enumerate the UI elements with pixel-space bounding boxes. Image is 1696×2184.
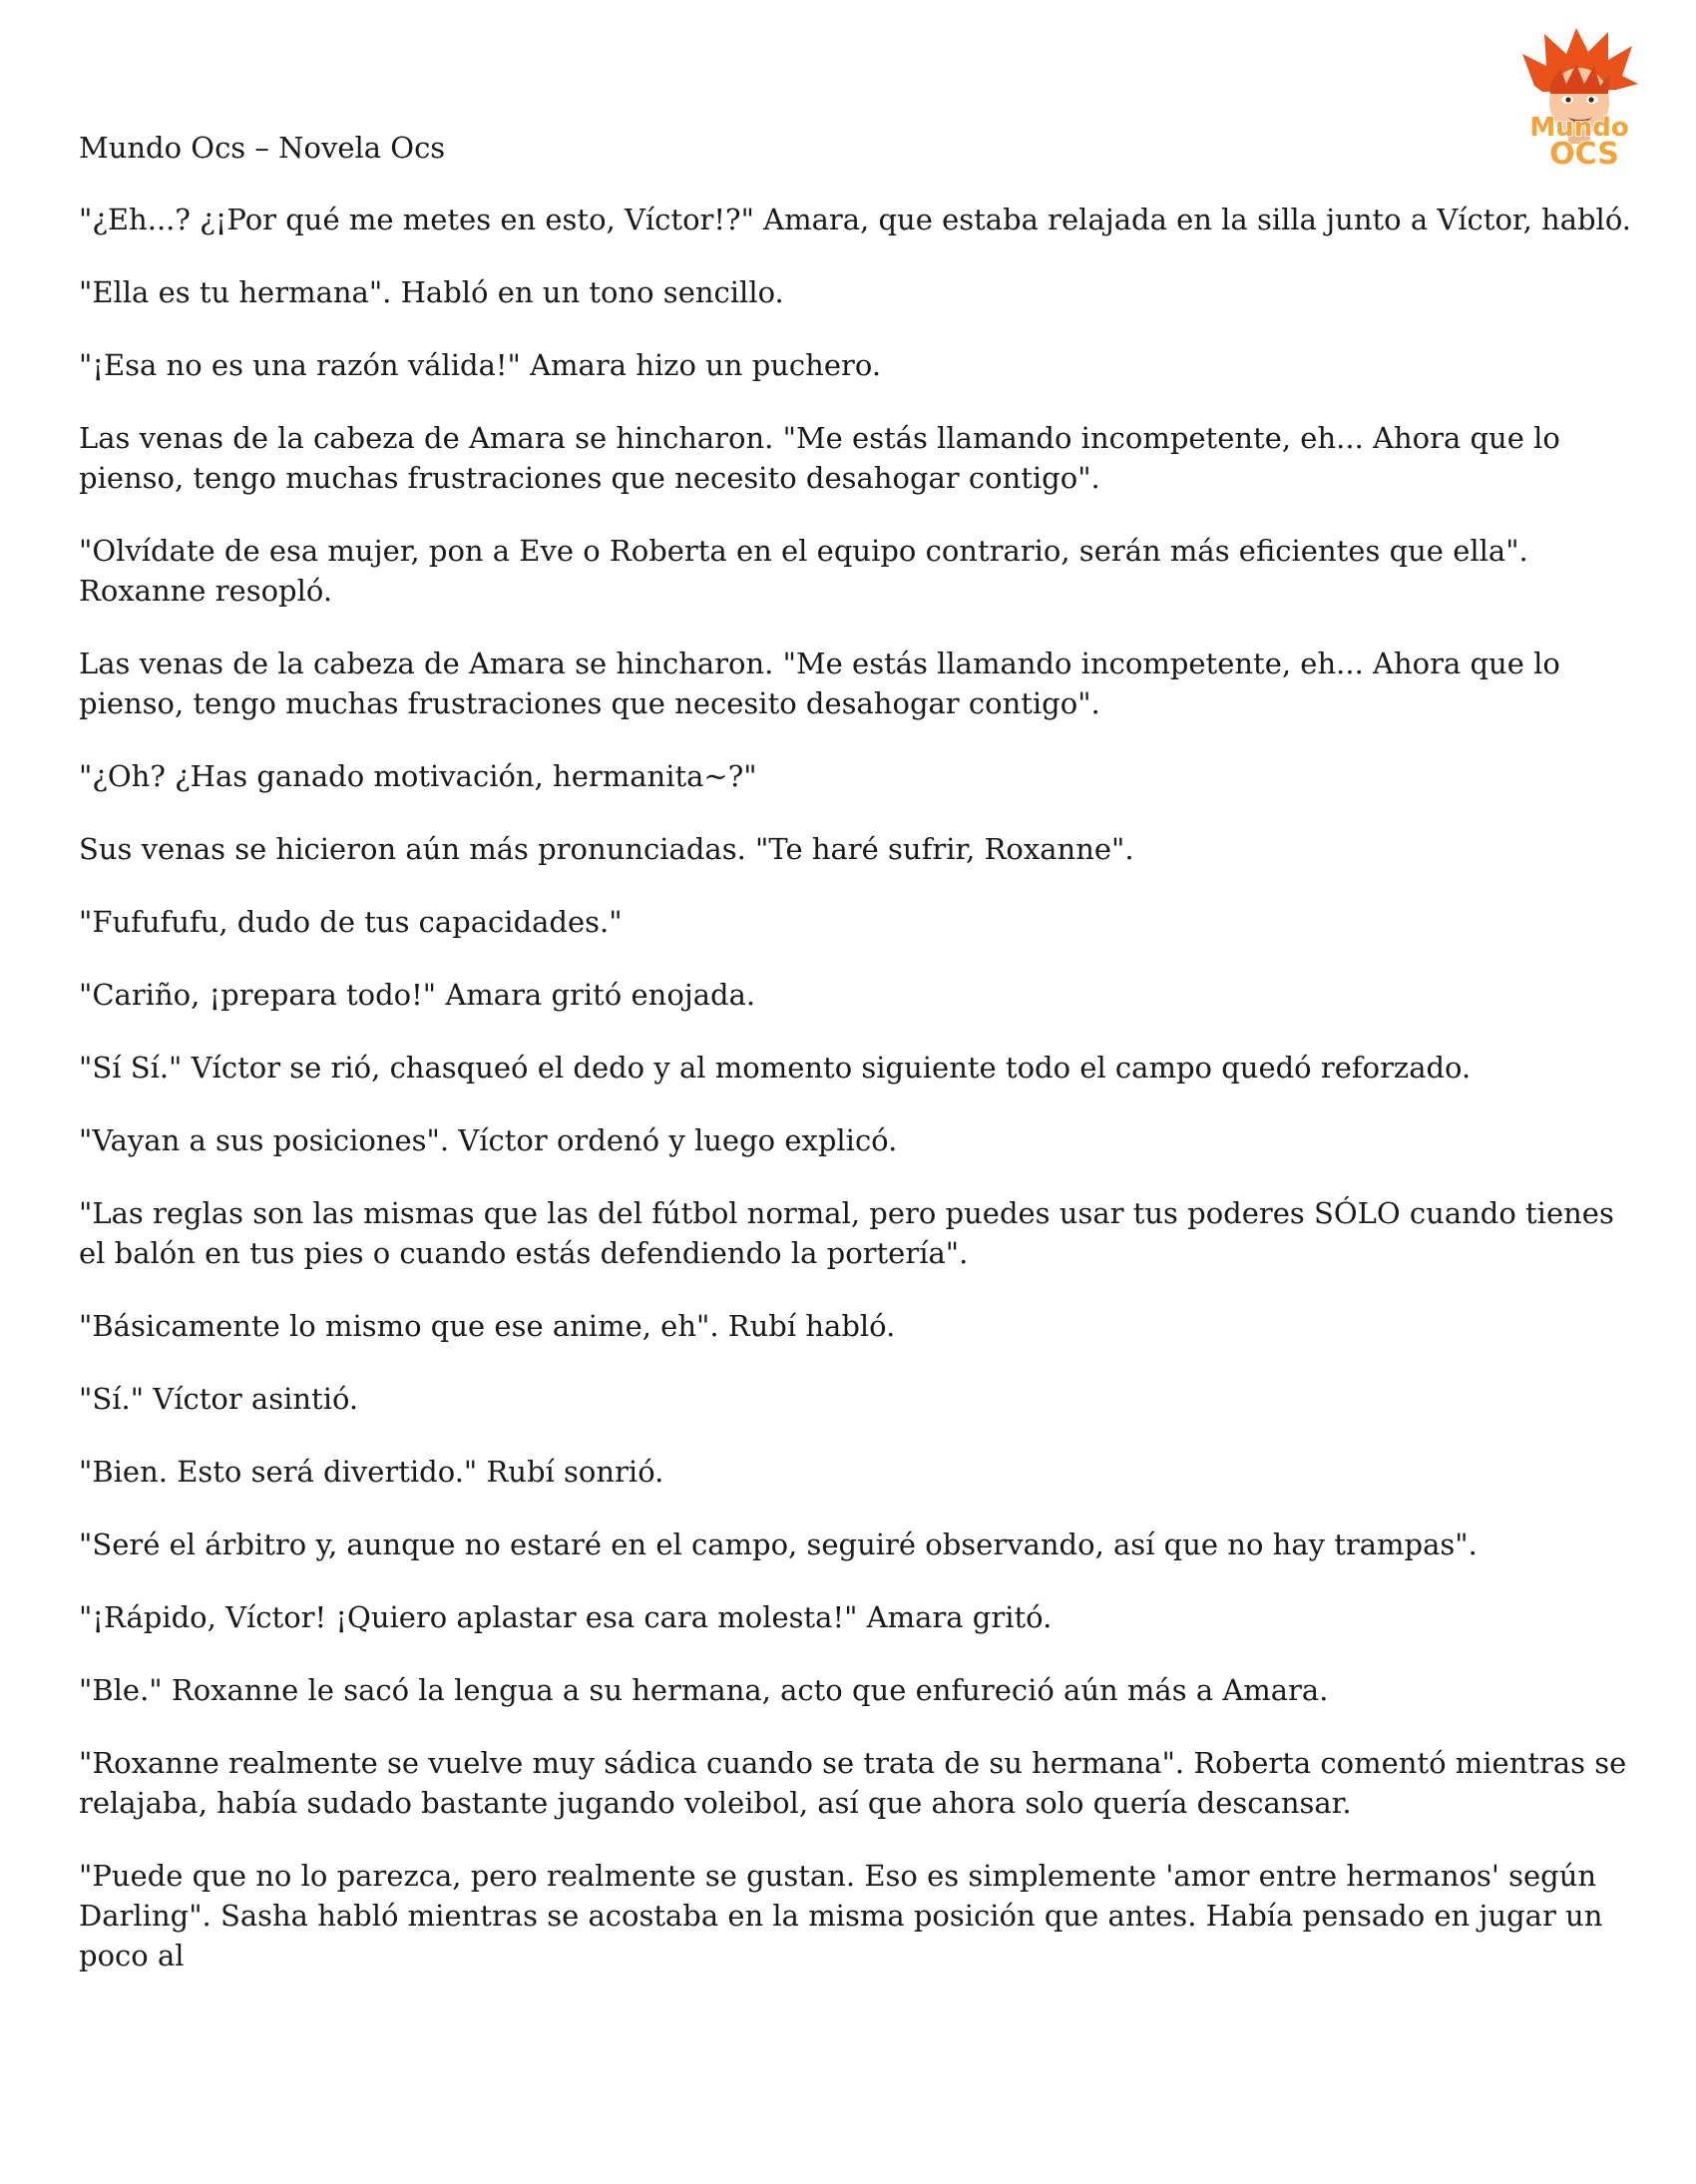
paragraph: Sus venas se hicieron aún más pronunciadas. "Te haré sufrir, Roxanne". [79,832,1134,866]
document-body [79,128,1635,1975]
paragraph: "Sí." Víctor asintió. [79,1382,359,1416]
paragraph: "Bien. Esto será divertido." Rubí sonrió. [79,1455,664,1489]
paragraph: "Vayan a sus posiciones". Víctor ordenó y luego explicó. [79,1123,898,1157]
paragraph: "¿Oh? ¿Has ganado motivación, hermanita~?" [79,759,757,793]
paragraph: "Ella es tu hermana". Habló en un tono sencillo. [79,275,784,309]
paragraph: "Las reglas son las mismas que las del fútbol normal, pero puedes usar tus poderes SÓLO cuando tienes el balón en tus pies o cuando estás defendiendo la portería". [79,1196,1614,1270]
paragraph: "Seré el árbitro y, aunque no estaré en el campo, seguiré observando, así que no hay trampas". [79,1528,1478,1561]
paragraph: "¡Esa no es una razón válida!" Amara hizo un puchero. [79,348,882,382]
paragraph: "Cariño, ¡prepara todo!" Amara gritó enojada. [79,978,756,1012]
paragraph: "Sí Sí." Víctor se rió, chasqueó el dedo y al momento siguiente todo el campo quedó reforzado. [79,1051,1472,1085]
paragraph: "¿Eh...? ¿¡Por qué me metes en esto, Víctor!?" Amara, que estaba relajada en la silla junto a Víctor, habló. [79,203,1632,236]
logo-text-bottom: OCS [1549,137,1619,172]
document-header: Mundo Ocs – Novela Ocs [79,131,446,165]
paragraph: "Roxanne realmente se vuelve muy sádica cuando se trata de su hermana". Roberta comentó mientras se relajaba, había sudado bastante jugando voleibol, así que ahora solo quería descansar. [79,1746,1627,1820]
paragraph: "Fufufufu, dudo de tus capacidades." [79,905,623,939]
paragraph: "Puede que no lo parezca, pero realmente se gustan. Eso es simplemente 'amor entre hermanos' según Darling". Sasha habló mientras se acostaba en la misma posición que antes. Había pensado en jugar un poco al [79,1859,1603,1972]
paragraph: "¡Rápido, Víctor! ¡Quiero aplastar esa cara molesta!" Amara gritó. [79,1600,1053,1634]
paragraph: "Ble." Roxanne le sacó la lengua a su hermana, acto que enfureció aún más a Amara. [79,1673,1329,1707]
paragraph: Las venas de la cabeza de Amara se hincharon. "Me estás llamando incompetente, eh... Ahora que lo pienso, tengo muchas frustraciones que necesito desahogar contigo". [79,421,1560,495]
paragraph: Las venas de la cabeza de Amara se hincharon. "Me estás llamando incompetente, eh... Ahora que lo pienso, tengo muchas frustraciones que necesito desahogar contigo". [79,647,1560,720]
logo-text-top: Mundo [1529,113,1629,143]
paragraph: "Olvídate de esa mujer, pon a Eve o Roberta en el equipo contrario, serán más eficientes que ella". Roxanne resopló. [79,534,1528,608]
paragraph: "Básicamente lo mismo que ese anime, eh". Rubí habló. [79,1309,896,1343]
